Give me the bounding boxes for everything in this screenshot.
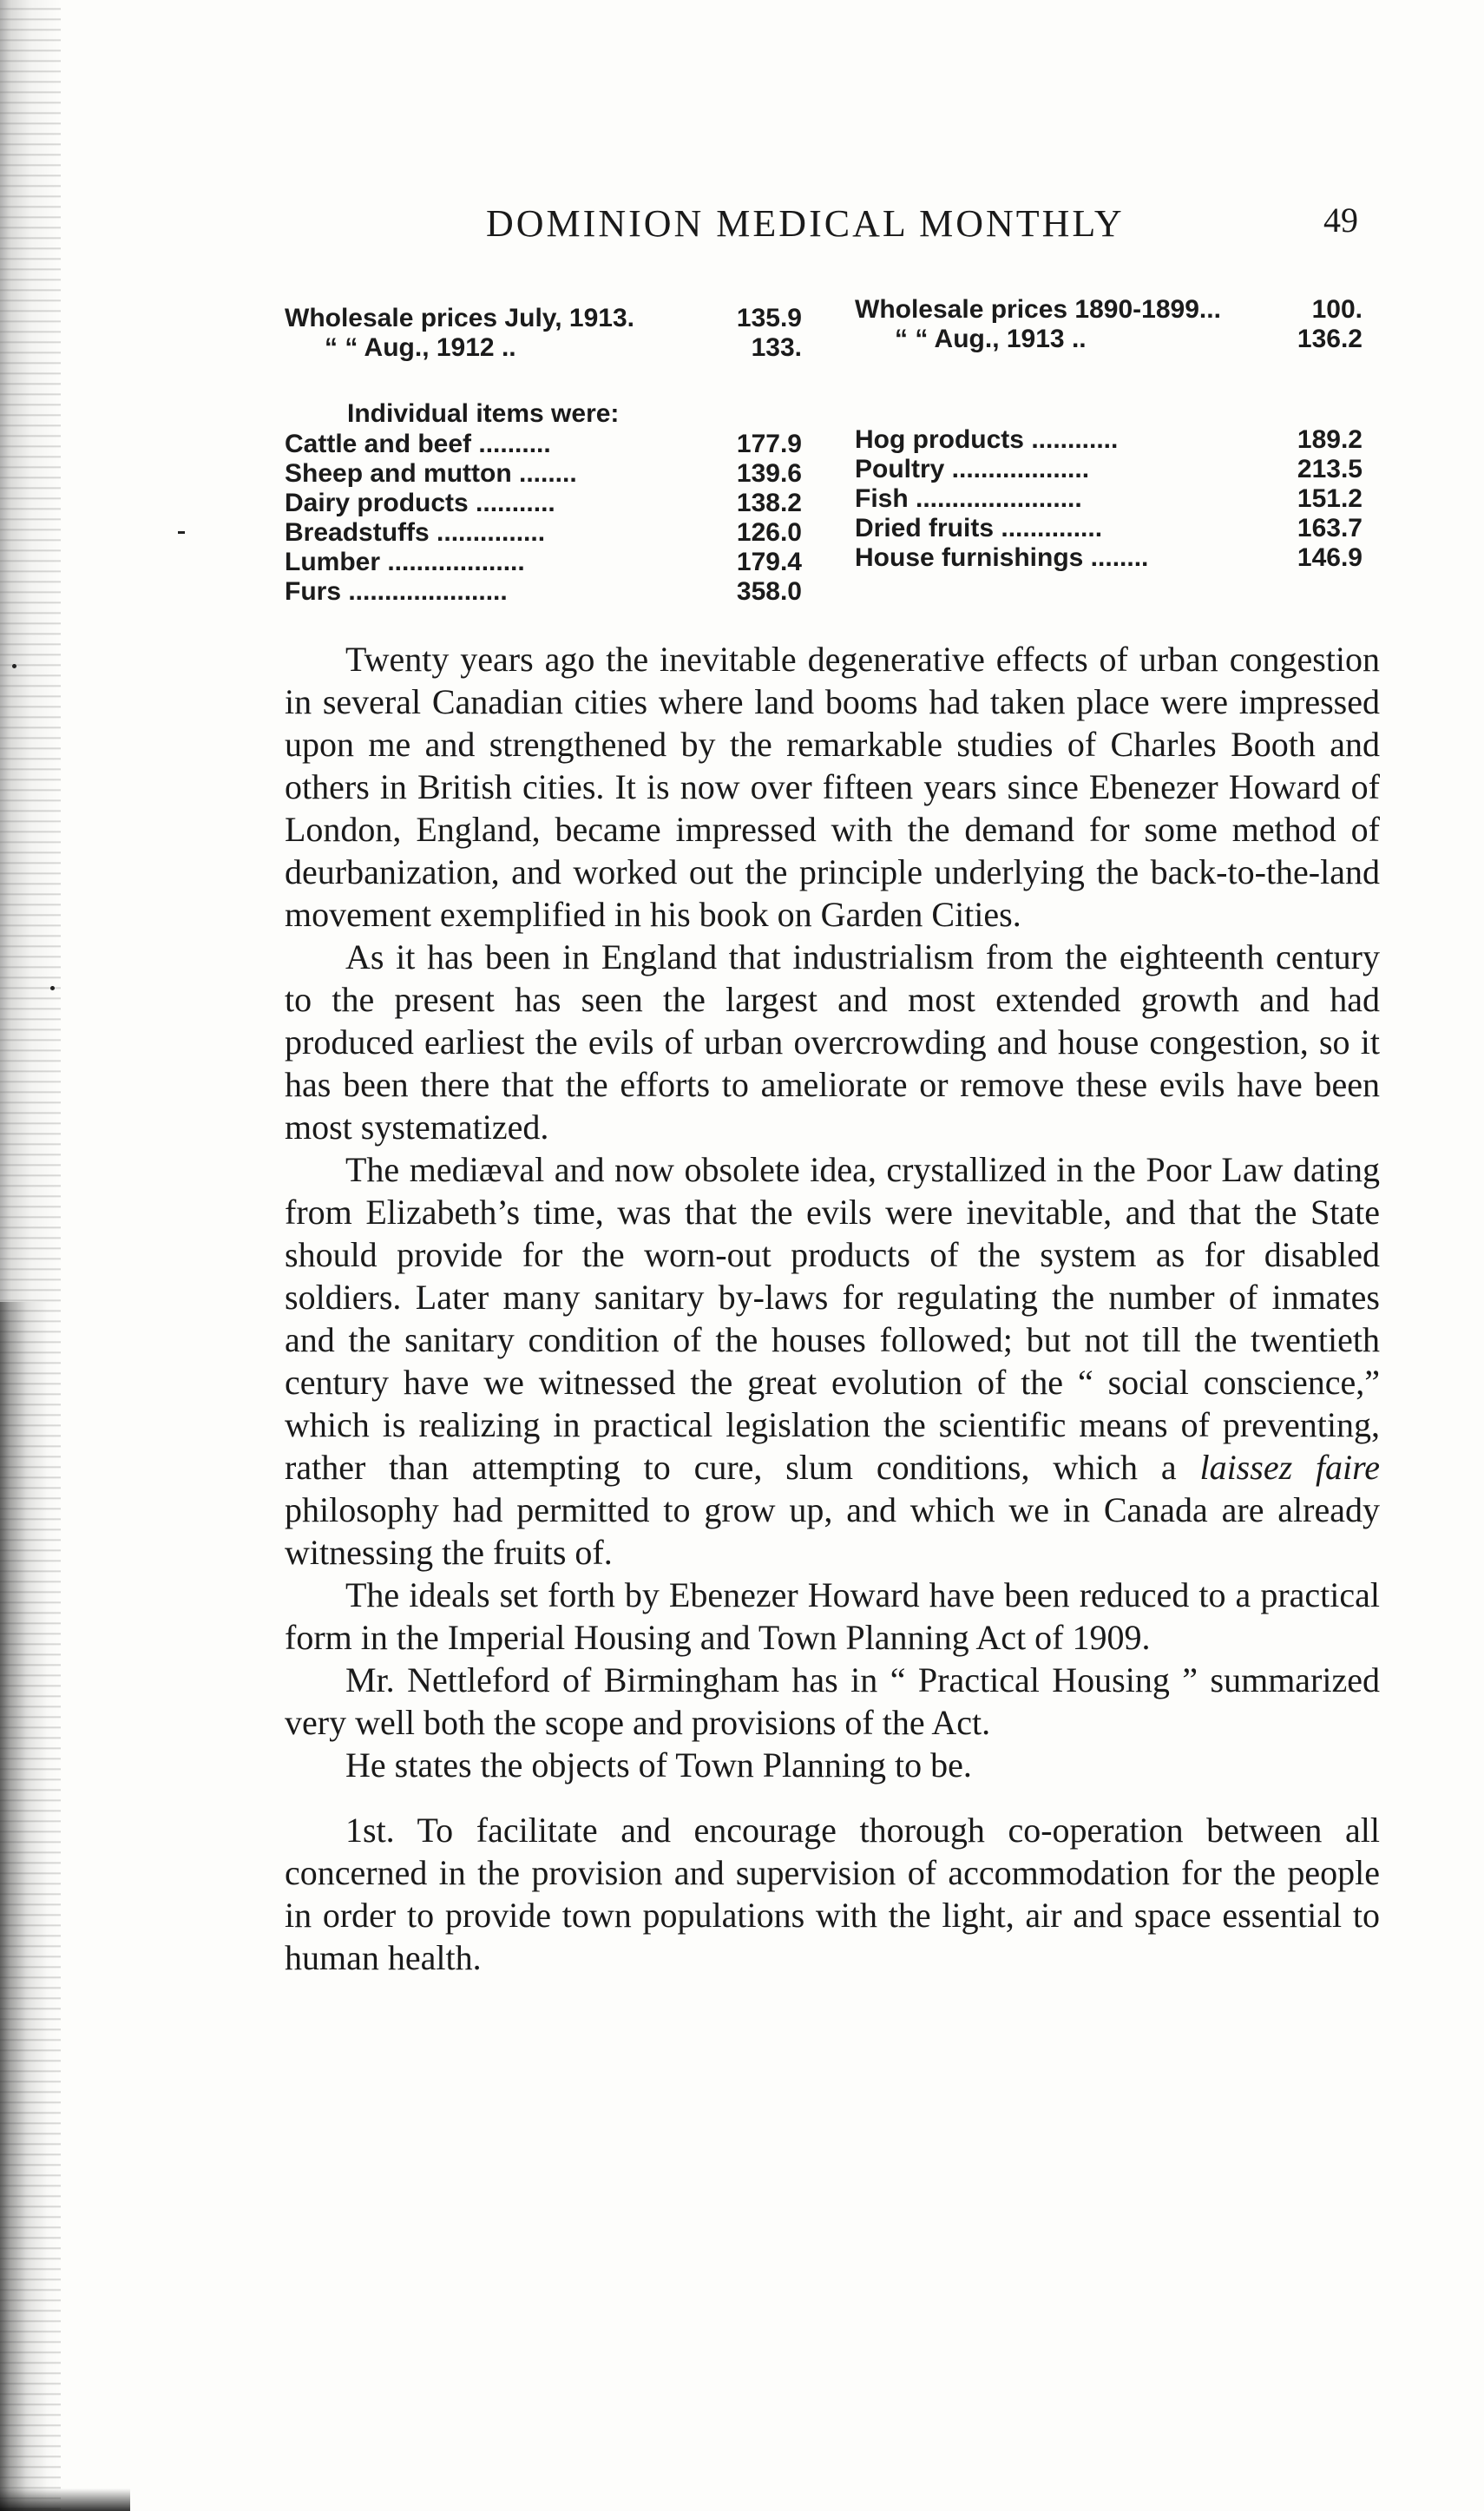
paragraph-7: 1st. To facilitate and encourage thorough co-operation between all concerned in the provision and supervision of accommodation for the people in order to provide town populations with the light, air and space essential to human health.	[285, 1811, 1380, 1977]
item-label: Breadstuffs ...............	[285, 518, 546, 547]
individual-right-list	[855, 425, 1367, 573]
item-value: 177.9	[736, 430, 802, 458]
paragraph-3-text-b: philosophy had permitted to grow up, and which we in Canada are already witnessing the fruits of.	[285, 1490, 1380, 1572]
price-value: 136.2	[1297, 325, 1363, 353]
item-label: Furs ......................	[285, 577, 508, 606]
paragraph-1: Twenty years ago the inevitable degenerative effects of urban congestion in several Canadian cities where land booms had taken place were impressed upon me and strengthened by the remarkable studies of Charles Booth and others in British cities. It is now over fifteen years since Ebenezer Howard of London, England, became impressed with the demand for some method of deurbanization, and worked out the principle underlying the back-to-the-land movement exemplified in his book on Garden Cities.	[285, 640, 1380, 934]
binding-shadow-lower	[0, 1302, 48, 2511]
item-label: Cattle and beef ..........	[285, 430, 551, 458]
price-value: 135.9	[736, 304, 802, 332]
article-body	[285, 638, 1380, 1979]
paragraph-4: The ideals set forth by Ebenezer Howard have been reduced to a practical form in the Imperial Housing and Town Planning Act of 1909.	[285, 1575, 1380, 1657]
price-row	[285, 333, 805, 363]
item-row	[855, 455, 1367, 484]
price-row	[855, 325, 1367, 354]
item-value: 138.2	[736, 489, 802, 517]
price-row	[855, 295, 1367, 325]
item-value: 213.5	[1297, 455, 1363, 483]
margin-dot-mark	[12, 664, 16, 668]
item-label: House furnishings ........	[855, 543, 1149, 572]
paragraph-3	[285, 1148, 1380, 1574]
item-value: 126.0	[736, 518, 802, 547]
scan-corner-shadow	[0, 2488, 130, 2511]
individual-items-heading: Individual items were:	[347, 399, 620, 428]
item-row	[855, 514, 1367, 543]
item-row	[855, 543, 1367, 573]
price-value: 100.	[1311, 295, 1363, 324]
item-row	[855, 484, 1367, 514]
item-row	[285, 577, 805, 607]
price-label: Wholesale prices July, 1913.	[285, 304, 634, 332]
item-value: 139.6	[736, 459, 802, 488]
price-value: 133.	[751, 333, 802, 362]
paragraph-6: He states the objects of Town Planning to be.	[345, 1745, 972, 1785]
item-row	[855, 425, 1367, 455]
running-head: DOMINION MEDICAL MONTHLY	[486, 202, 1125, 245]
item-row	[285, 518, 805, 548]
price-label: “ “ Aug., 1912 ..	[325, 333, 516, 362]
paragraph-2: As it has been in England that industrialism from the eighteenth century to the present has seen the largest and most extended growth and had produced earliest the evils of urban overcrowding and house congestion, so it has been there that the efforts to ameliorate or remove these evils have been most systematized.	[285, 937, 1380, 1147]
item-label: Hog products ............	[855, 425, 1119, 454]
item-row	[285, 459, 805, 489]
price-label: Wholesale prices 1890-1899...	[855, 295, 1221, 324]
paragraph-3-text-a: The mediæval and now obsolete idea, crystallized in the Poor Law dating from Elizabeth’s time, was that the evils were inevitable, and that the State should provide for the worn-out products of the system as for disabled soldiers. Later many sanitary by-laws for regulating the number of inmates and the sanitary condition of the houses followed; but not till the twentieth century have we witnessed the great evolution of the “ social conscience,” which is realizing in practical legislation the scientific means of preventing, rather than attempting to cure, slum conditions, which a	[285, 1150, 1380, 1487]
wholesale-right-block	[855, 295, 1367, 354]
item-row	[285, 548, 805, 577]
item-row	[285, 489, 805, 518]
italic-phrase: laissez faire	[1199, 1448, 1381, 1487]
item-value: 358.0	[736, 577, 802, 606]
price-label: “ “ Aug., 1913 ..	[895, 325, 1087, 353]
item-label: Fish .......................	[855, 484, 1082, 513]
item-value: 163.7	[1297, 514, 1363, 542]
margin-tick-mark	[178, 531, 185, 534]
item-value: 151.2	[1297, 484, 1363, 513]
paragraph-5: Mr. Nettleford of Birmingham has in “ Practical Housing ” summarized very well both the scope and provisions of the Act.	[285, 1660, 1380, 1742]
item-label: Lumber ...................	[285, 548, 525, 576]
individual-left-list	[285, 430, 805, 607]
item-label: Dried fruits ..............	[855, 514, 1103, 542]
item-label: Poultry ...................	[855, 455, 1090, 483]
item-value: 146.9	[1297, 543, 1363, 572]
margin-dot-mark-2	[50, 986, 55, 990]
item-row	[285, 430, 805, 459]
price-row	[285, 304, 805, 333]
item-value: 189.2	[1297, 425, 1363, 454]
item-label: Dairy products ...........	[285, 489, 555, 517]
page-number: 49	[1323, 200, 1358, 240]
wholesale-left-block	[285, 304, 805, 363]
item-value: 179.4	[736, 548, 802, 576]
item-label: Sheep and mutton ........	[285, 459, 577, 488]
